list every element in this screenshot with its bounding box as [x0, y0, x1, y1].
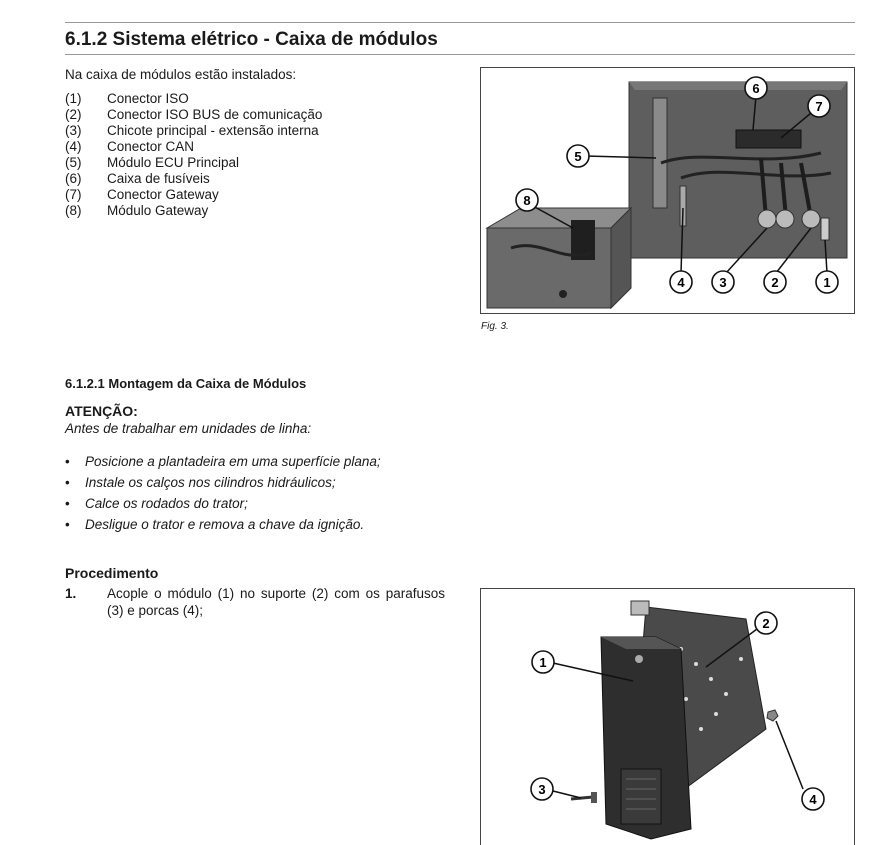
callout-3 — [531, 778, 553, 800]
svg-text:7: 7 — [815, 99, 823, 114]
list-item: (5) Módulo ECU Principal — [65, 155, 240, 170]
component-list — [65, 91, 322, 219]
list-item: (8) Módulo Gateway — [65, 203, 209, 218]
callout-6 — [745, 77, 767, 99]
warning-title: ATENÇÃO: — [65, 403, 138, 419]
svg-text:5: 5 — [574, 149, 582, 164]
callout-8 — [516, 189, 538, 211]
figure-caption: Fig. 3. — [481, 321, 509, 332]
list-item: (1) Conector ISO — [65, 91, 189, 106]
callout-7 — [808, 95, 830, 117]
module-mount-illustration — [481, 589, 854, 845]
procedure-title: Procedimento — [65, 565, 159, 581]
list-item: • Calce os rodados do trator; — [65, 493, 381, 514]
figure-module-mount — [480, 588, 855, 845]
svg-text:3: 3 — [538, 782, 546, 797]
procedure-step — [65, 585, 445, 619]
list-item: • Desligue o trator e remova a chave da ignição. — [65, 514, 381, 535]
callout-1 — [816, 271, 838, 293]
svg-text:1: 1 — [823, 275, 831, 290]
svg-text:2: 2 — [762, 616, 770, 631]
callout-4 — [670, 271, 692, 293]
callout-2 — [764, 271, 786, 293]
callout-5 — [567, 145, 589, 167]
bullet-icon: • — [65, 475, 70, 490]
bullet-icon: • — [65, 496, 70, 511]
svg-text:6: 6 — [752, 81, 760, 96]
title-underline — [65, 54, 855, 55]
svg-text:4: 4 — [677, 275, 685, 290]
list-item: (2) Conector ISO BUS de comunicação — [65, 107, 323, 122]
list-item: • Instale os calços nos cilindros hidráulicos; — [65, 472, 381, 493]
callout-3 — [712, 271, 734, 293]
warning-text: Antes de trabalhar em unidades de linha: — [65, 421, 312, 436]
top-rule — [65, 22, 855, 23]
svg-text:3: 3 — [719, 275, 727, 290]
bullet-icon: • — [65, 454, 70, 469]
list-item: (6) Caixa de fusíveis — [65, 171, 210, 186]
callout-2 — [755, 612, 777, 634]
intro-text: Na caixa de módulos estão instalados: — [65, 67, 297, 82]
callout-4 — [802, 788, 824, 810]
figure-module-box — [480, 67, 855, 314]
step-number: 1. — [65, 586, 77, 601]
svg-text:8: 8 — [523, 193, 531, 208]
callout-1 — [532, 651, 554, 673]
svg-text:2: 2 — [771, 275, 779, 290]
step-text: Acople o módulo (1) no suporte (2) com os parafusos (3) e porcas (4); — [107, 586, 445, 618]
list-item: (7) Conector Gateway — [65, 187, 219, 202]
section-title: 6.1.2 Sistema elétrico - Caixa de módulos — [65, 29, 438, 50]
svg-text:4: 4 — [809, 792, 817, 807]
list-item: • Posicione a plantadeira em uma superfície plana; — [65, 451, 381, 472]
list-item: (3) Chicote principal - extensão interna — [65, 123, 319, 138]
bullet-icon: • — [65, 517, 70, 532]
subsection-title: 6.1.2.1 Montagem da Caixa de Módulos — [65, 376, 307, 391]
warning-bullet-list — [65, 451, 381, 535]
svg-text:1: 1 — [539, 655, 547, 670]
list-item: (4) Conector CAN — [65, 139, 195, 154]
module-box-illustration — [481, 68, 854, 313]
